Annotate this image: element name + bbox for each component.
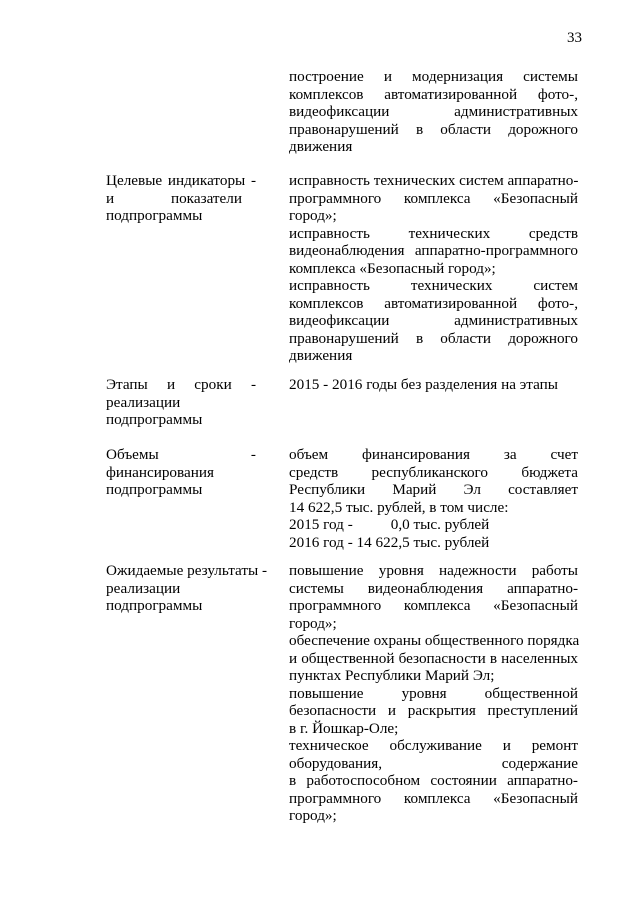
text-line: исправность технических средств xyxy=(289,224,578,242)
text-line: движения xyxy=(289,347,353,364)
expected-results-label xyxy=(106,562,268,615)
text-line: город»; xyxy=(289,207,337,224)
funding-text xyxy=(289,446,578,551)
text-line: комплексов автоматизированной фото-, xyxy=(289,85,578,103)
label-line: подпрограммы xyxy=(106,207,203,224)
label-line: Ожидаемые результаты - xyxy=(106,562,268,579)
text-line: оборудования, содержание xyxy=(289,754,578,772)
text-line: пунктах Республики Марий Эл; xyxy=(289,667,495,684)
text-line: обеспечение охраны общественного порядка xyxy=(289,632,580,649)
funding-label xyxy=(106,446,256,499)
stages-label xyxy=(106,376,256,429)
text-line: в работоспособном состоянии аппаратно- xyxy=(289,772,578,789)
label-line: реализации xyxy=(106,393,181,411)
text-line: техническое обслуживание и ремонт xyxy=(289,737,578,754)
text-line: движения xyxy=(289,138,353,155)
target-indicators-label xyxy=(106,172,256,225)
text-line: программного комплекса «Безопасный xyxy=(289,597,578,614)
text-line: исправность технических систем аппаратно- xyxy=(289,172,579,189)
text-line: 14 622,5 тыс. рублей, в том числе: xyxy=(289,498,509,516)
label-line: подпрограммы xyxy=(106,597,203,614)
text-line: город»; xyxy=(289,807,337,824)
text-line: программного комплекса «Безопасный xyxy=(289,789,578,807)
text-line: безопасности и раскрытия преступлений xyxy=(289,702,578,719)
text-line: видеонаблюдения аппаратно-программного xyxy=(289,242,578,259)
label-line: Целевые индикаторы - xyxy=(106,172,256,189)
target-indicators-text xyxy=(289,172,578,365)
text-line: комплексов автоматизированной фото-, xyxy=(289,294,578,312)
page-number: 33 xyxy=(567,30,582,46)
text-line: исправность технических систем xyxy=(289,277,578,294)
continuation-text xyxy=(289,68,578,156)
text-line: видеофиксации административных xyxy=(289,103,578,120)
text-line: и общественной безопасности в населенных xyxy=(289,649,578,667)
text-line: построение и модернизация системы xyxy=(289,68,578,85)
label-line: реализации xyxy=(106,579,181,597)
text-line: в г. Йошкар-Оле; xyxy=(289,719,399,737)
stages-text xyxy=(289,376,578,394)
label-line: финансирования xyxy=(106,463,214,481)
label-line: Объемы - xyxy=(106,446,256,463)
funding-2015: 2015 год - 0,0 тыс. рублей xyxy=(289,516,490,533)
text-line: 2015 - 2016 годы без разделения на этапы xyxy=(289,376,558,393)
text-line: объем финансирования за счет xyxy=(289,446,578,463)
text-line: повышение уровня общественной xyxy=(289,684,578,702)
text-line: программного комплекса «Безопасный xyxy=(289,189,578,207)
text-line: повышение уровня надежности работы xyxy=(289,562,578,579)
funding-2016: 2016 год - 14 622,5 тыс. рублей xyxy=(289,533,490,551)
label-line: Этапы и сроки - xyxy=(106,376,256,393)
text-line: системы видеонаблюдения аппаратно- xyxy=(289,579,578,597)
label-line: подпрограммы xyxy=(106,411,203,428)
text-line: правонарушений в области дорожного xyxy=(289,120,578,138)
text-line: Республики Марий Эл составляет xyxy=(289,481,578,498)
text-line: город»; xyxy=(289,614,337,632)
text-line: комплекса «Безопасный город»; xyxy=(289,259,496,277)
text-line: средств республиканского бюджета xyxy=(289,463,578,481)
label-line: и показатели xyxy=(106,189,242,207)
text-line: видеофиксации административных xyxy=(289,312,578,329)
text-line: правонарушений в области дорожного xyxy=(289,329,578,347)
label-line: подпрограммы xyxy=(106,481,203,498)
expected-results-text xyxy=(289,562,578,825)
